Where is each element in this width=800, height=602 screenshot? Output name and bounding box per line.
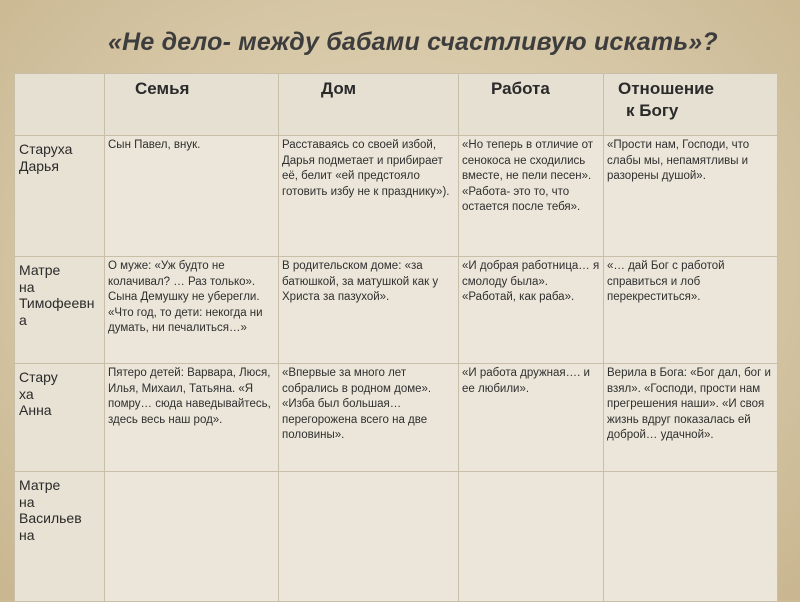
slide-title: «Не дело- между бабами счастливую искать»? bbox=[108, 28, 718, 56]
name-line: Матре bbox=[19, 477, 61, 493]
table-header-row bbox=[15, 74, 778, 136]
family-cell bbox=[105, 472, 279, 602]
god-cell: «Прости нам, Господи, что слабы мы, непамятливы и разорены душой». bbox=[604, 136, 778, 257]
name-line: Матре bbox=[19, 262, 61, 278]
name-line: на bbox=[19, 526, 35, 543]
comparison-table-container bbox=[14, 73, 777, 602]
name-line: Дарья bbox=[19, 157, 59, 174]
family-cell: Сын Павел, внук. bbox=[105, 136, 279, 257]
name-line: Васильев bbox=[19, 510, 82, 526]
house-cell: В родительском доме: «за батюшкой, за матушкой как у Христа за пазухой». bbox=[279, 257, 459, 364]
name-line: а bbox=[19, 311, 27, 328]
name-line: на bbox=[19, 278, 35, 295]
god-cell: Верила в Бога: «Бог дал, бог и взял». «Господи, прости нам прегрешения наши». «И своя жизнь вдруг показалась ей доброй… удачной». bbox=[604, 364, 778, 472]
work-cell bbox=[459, 472, 604, 602]
work-cell: «И работа дружная…. и ее любили». bbox=[459, 364, 604, 472]
table-row bbox=[15, 257, 778, 364]
name-line: ха bbox=[19, 385, 34, 402]
family-cell: О муже: «Уж будто не колачивал? … Раз только». Сына Демушку не уберегли. «Что год, то дети: некогда ни думать, ни печалиться…» bbox=[105, 257, 279, 364]
header-work: Работа bbox=[459, 74, 604, 136]
name-line: Стару bbox=[19, 369, 58, 385]
name-line: Анна bbox=[19, 402, 52, 418]
row-name-cell bbox=[15, 136, 105, 257]
god-cell: «… дай Бог с работой справиться и лоб перекреститься». bbox=[604, 257, 778, 364]
god-cell bbox=[604, 472, 778, 602]
header-empty-cell bbox=[15, 74, 105, 136]
work-cell: «Но теперь в отличие от сенокоса не сходились вместе, не пели песен». «Работа- это то, что остается после тебя». bbox=[459, 136, 604, 257]
header-god-line1: Отношение bbox=[618, 79, 714, 98]
comparison-table bbox=[14, 73, 778, 602]
family-cell: Пятеро детей: Варвара, Люся, Илья, Михаил, Татьяна. «Я помру… сюда наведывайтесь, здесь весь наш род». bbox=[105, 364, 279, 472]
name-line: Старуха bbox=[19, 141, 73, 157]
header-house: Дом bbox=[279, 74, 459, 136]
header-relation-to-god bbox=[604, 74, 778, 136]
table-row bbox=[15, 136, 778, 257]
table-row bbox=[15, 364, 778, 472]
row-name-cell bbox=[15, 364, 105, 472]
house-cell bbox=[279, 472, 459, 602]
name-line: Тимофеевн bbox=[19, 295, 95, 311]
house-cell: Расставаясь со своей избой, Дарья подметает и прибирает её, белит «ей предстояло готовить избу не к празднику»). bbox=[279, 136, 459, 257]
name-line: на bbox=[19, 493, 35, 510]
row-name-cell bbox=[15, 257, 105, 364]
header-god-line2: к Богу bbox=[626, 101, 679, 120]
work-cell: «И добрая работница… я смолоду была». «Работай, как раба». bbox=[459, 257, 604, 364]
row-name-cell bbox=[15, 472, 105, 602]
house-cell: «Впервые за много лет собрались в родном доме». «Изба был большая… перегорожена всего на две половины». bbox=[279, 364, 459, 472]
table-row bbox=[15, 472, 778, 602]
header-family: Семья bbox=[105, 74, 279, 136]
